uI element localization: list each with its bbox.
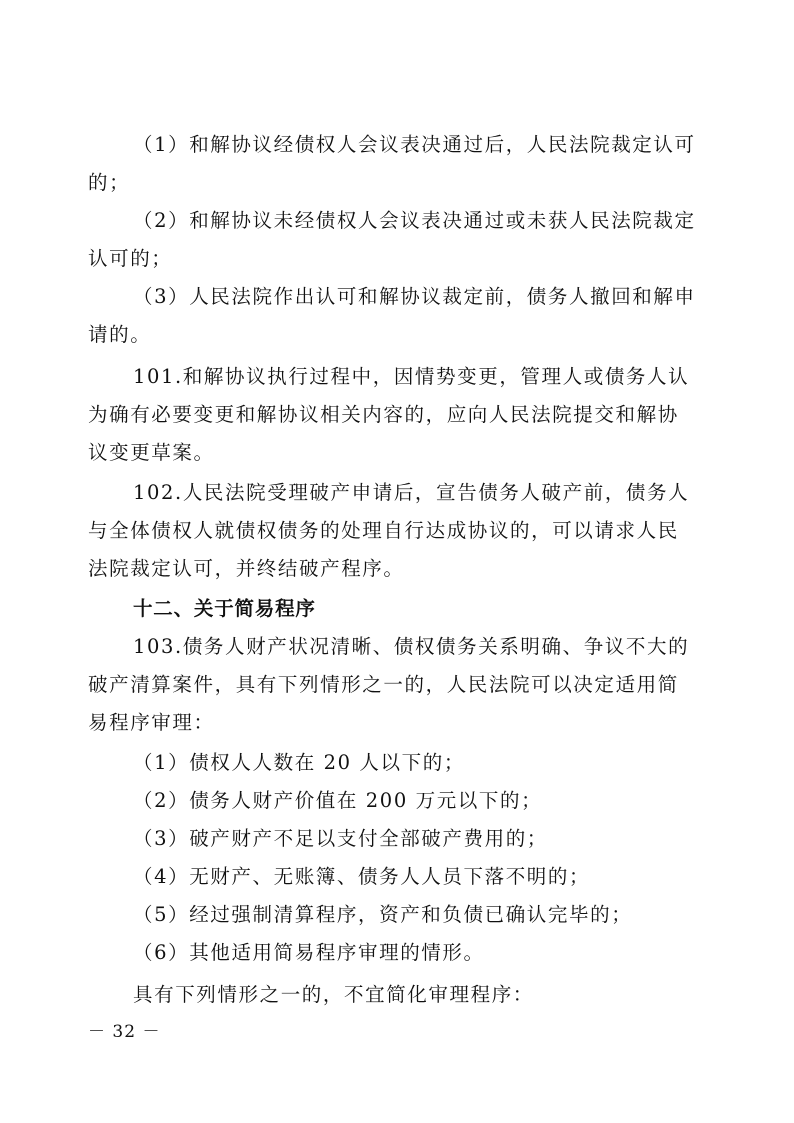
text-line: 具有下列情形之一的，不宜简化审理程序： — [133, 983, 534, 1006]
text-line: 法院裁定认可，并终结破产程序。 — [88, 557, 405, 580]
text-line: 101.和解协议执行过程中，因情势变更，管理人或债务人认 — [133, 365, 690, 388]
section-heading: 十二、关于简易程序 — [133, 597, 316, 620]
list-item: （3）破产财产不足以支付全部破产费用的； — [133, 827, 548, 850]
text-line: （3）人民法院作出认可和解协议裁定前，债务人撤回和解申 — [133, 285, 696, 308]
text-line: 为确有必要变更和解协议相关内容的，应向人民法院提交和解协 — [88, 403, 679, 426]
text-line: 102.人民法院受理破产申请后，宣告债务人破产前，债务人 — [133, 481, 690, 504]
list-item: （5）经过强制清算程序，资产和负债已确认完毕的； — [133, 903, 633, 926]
list-item: （1）债权人人数在 20 人以下的； — [133, 751, 465, 774]
list-item: （4）无财产、无账簿、债务人人员下落不明的； — [133, 865, 591, 888]
text-line: 易程序审理： — [88, 711, 215, 734]
text-line: 认可的； — [88, 247, 173, 270]
text-line: （1）和解协议经债权人会议表决通过后，人民法院裁定认可 — [133, 133, 696, 156]
text-line: 请的。 — [88, 323, 152, 346]
list-item: （6）其他适用简易程序审理的情形。 — [133, 941, 485, 964]
text-line: 的； — [88, 171, 131, 194]
text-line: 破产清算案件，具有下列情形之一的，人民法院可以决定适用简 — [88, 673, 679, 696]
text-line: 103.债务人财产状况清晰、债权债务关系明确、争议不大的 — [133, 635, 690, 658]
text-line: 与全体债权人就债权债务的处理自行达成协议的，可以请求人民 — [88, 519, 679, 542]
text-line: （2）和解协议未经债权人会议表决通过或未获人民法院裁定 — [133, 209, 696, 232]
page-number: － 32 － — [88, 1022, 161, 1042]
list-item: （2）债务人财产价值在 200 万元以下的； — [133, 789, 543, 812]
text-line: 议变更草案。 — [88, 441, 215, 464]
